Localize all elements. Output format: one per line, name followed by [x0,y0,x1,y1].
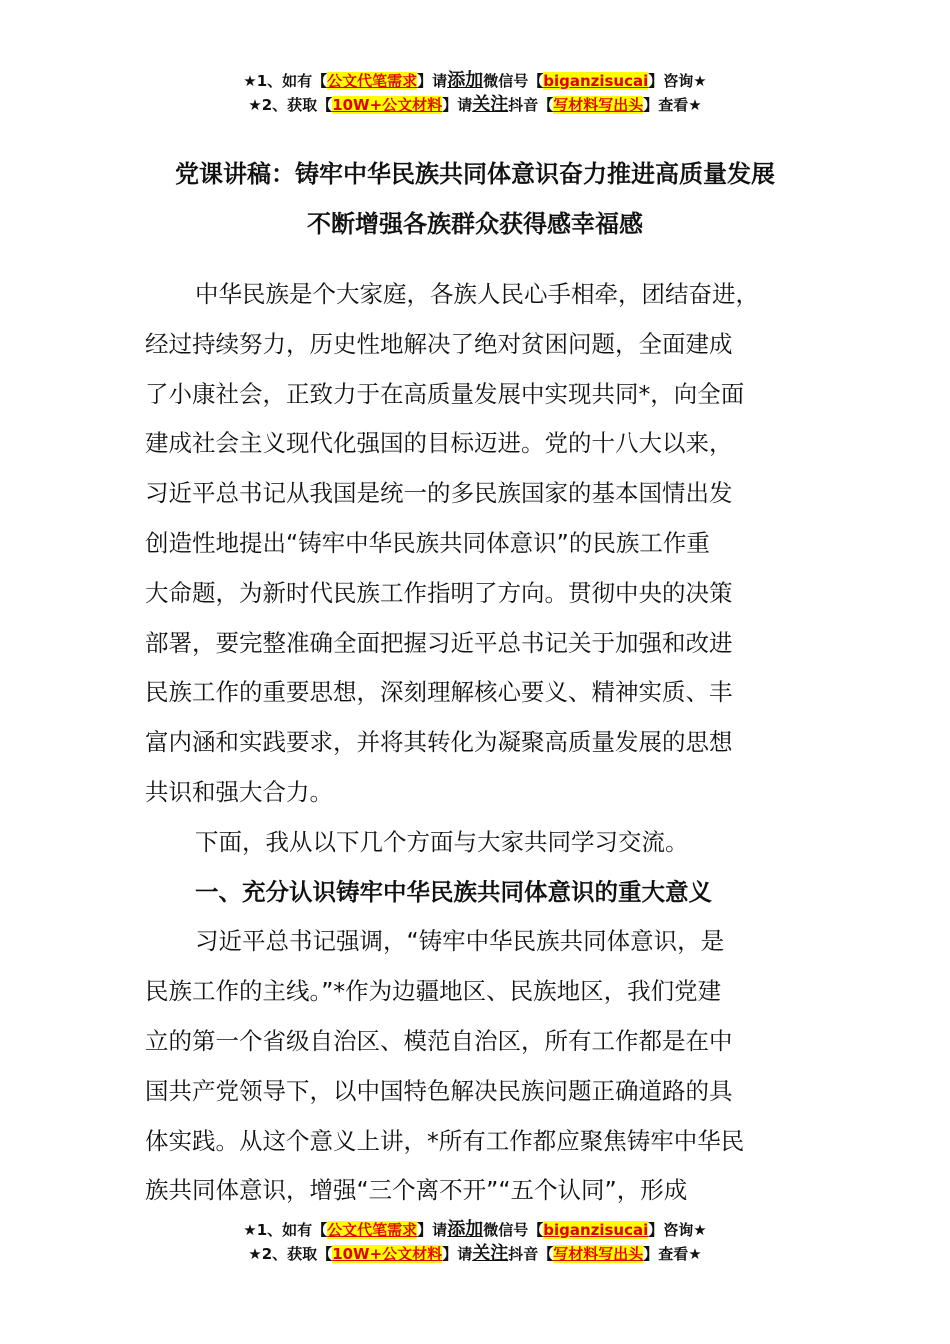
promo-text: 】请 [417,1221,448,1239]
doc-title-line-1: 党课讲稿：铸牢中华民族共同体意识奋力推进高质量发展 [175,160,775,188]
promo-text: 抖音【 [508,1245,554,1263]
promo-highlight: 公文代笔需求 [327,72,418,90]
body-text-line: 了小康社会，正致力于在高质量发展中实现共同*，向全面 [145,379,745,408]
promo-highlight: 10W+公文材料 [332,1245,443,1263]
body-text-line: 习近平总书记强调，“铸牢中华民族共同体意识，是 [195,927,725,956]
promo-highlight: 10W+公文材料 [332,96,443,114]
promo-text: 】查看★ [643,96,702,114]
body-text-line: 族共同体意识，增强“三个离不开”“五个认同”，形成 [145,1176,688,1205]
promo-text: 】咨询★ [648,1221,707,1239]
body-text-line: 富内涵和实践要求，并将其转化为凝聚高质量发展的思想 [145,728,733,757]
promo-text: ★1、如有【 [243,1221,328,1239]
promo-text: 抖音【 [508,96,554,114]
body-text-line: 共识和强大合力。 [145,778,333,806]
body-text-line: 部署，要完整准确全面把握习近平总书记关于加强和改进 [145,628,733,657]
promo-text: 微信号【 [483,1221,544,1239]
body-text-line: 立的第一个省级自治区、模范自治区，所有工作都是在中 [145,1027,733,1055]
promo-banner-bottom [0,1218,950,1266]
body-text-line: 经过持续努力，历史性地解决了绝对贫困问题，全面建成 [145,329,733,358]
promo-line-1 [0,1218,950,1242]
body-text-line: 民族工作的主线。”*作为边疆地区、民族地区，我们党建 [145,977,722,1006]
section-heading: 一、充分认识铸牢中华民族共同体意识的重大意义 [195,877,712,906]
body-text-line: 民族工作的重要思想，深刻理解核心要义、精神实质、丰 [145,678,733,707]
promo-line-2 [0,93,950,117]
body-text-line: 大命题，为新时代民族工作指明了方向。贯彻中央的决策 [145,578,733,607]
promo-text: ★2、获取【 [248,96,333,114]
body-text-line: 下面，我从以下几个方面与大家共同学习交流。 [195,827,689,856]
promo-highlight: 写材料写出头 [553,1245,644,1263]
promo-banner-top [0,69,950,117]
promo-emphasis: 关注 [472,1243,509,1264]
promo-emphasis: 关注 [472,94,509,115]
body-text-line: 中华民族是个大家庭，各族人民心手相牵，团结奋进， [195,280,759,308]
promo-emphasis: 添加 [447,1219,484,1240]
body-text-line: 创造性地提出“铸牢中华民族共同体意识”的民族工作重 [145,529,710,557]
body-text-line: 习近平总书记从我国是统一的多民族国家的基本国情出发 [145,479,733,508]
promo-text: 微信号【 [483,72,544,90]
body-text-line: 建成社会主义现代化强国的目标迈进。党的十八大以来， [145,429,733,458]
promo-line-2 [0,1242,950,1266]
promo-text: 】咨询★ [648,72,707,90]
promo-line-1 [0,69,950,93]
promo-text: ★1、如有【 [243,72,328,90]
promo-highlight: 公文代笔需求 [327,1221,418,1239]
promo-highlight: biganzisucai [543,1221,649,1239]
promo-text: 】请 [442,96,473,114]
promo-text: 】请 [417,72,448,90]
promo-highlight: biganzisucai [543,72,649,90]
body-text-line: 国共产党领导下，以中国特色解决民族问题正确道路的具 [145,1076,733,1105]
promo-text: 】查看★ [643,1245,702,1263]
promo-highlight: 写材料写出头 [553,96,644,114]
doc-title-line-2: 不断增强各族群众获得感幸福感 [307,210,643,238]
promo-text: 】请 [442,1245,473,1263]
promo-emphasis: 添加 [447,70,484,91]
body-text-line: 体实践。从这个意义上讲，*所有工作都应聚焦铸牢中华民 [145,1126,745,1155]
promo-text: ★2、获取【 [248,1245,333,1263]
